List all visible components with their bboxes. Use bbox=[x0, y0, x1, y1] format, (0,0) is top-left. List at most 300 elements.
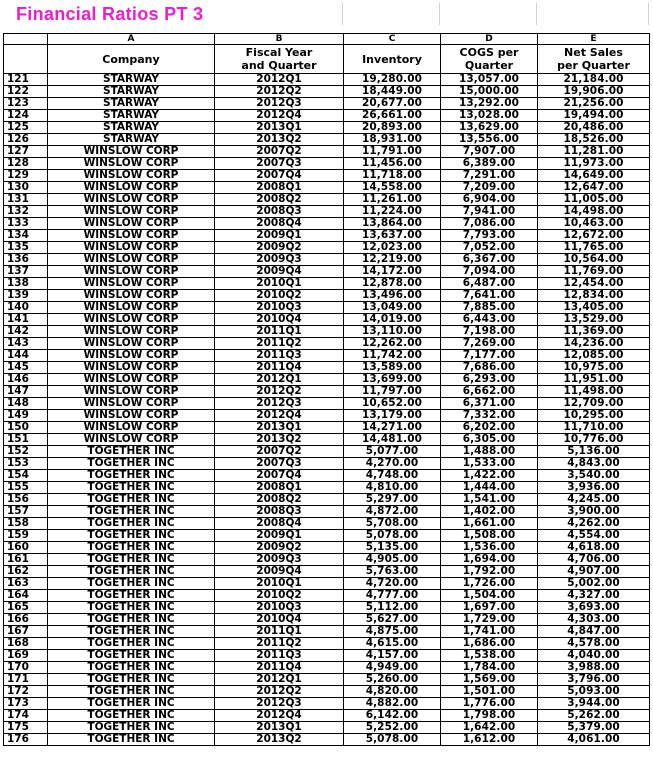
inventory-cell[interactable]: 5,297.00 bbox=[344, 494, 441, 506]
net-sales-cell[interactable]: 19,494.00 bbox=[538, 110, 650, 122]
row-number[interactable]: 149 bbox=[4, 410, 48, 422]
inventory-cell[interactable]: 12,262.00 bbox=[344, 338, 441, 350]
inventory-cell[interactable]: 5,252.00 bbox=[344, 722, 441, 734]
inventory-cell[interactable]: 11,224.00 bbox=[344, 206, 441, 218]
fiscal-quarter-cell[interactable]: 2009Q3 bbox=[215, 254, 344, 266]
company-cell[interactable]: WINSLOW CORP bbox=[48, 278, 215, 290]
cogs-cell[interactable]: 7,291.00 bbox=[441, 170, 538, 182]
inventory-cell[interactable]: 13,496.00 bbox=[344, 290, 441, 302]
cogs-cell[interactable]: 6,443.00 bbox=[441, 314, 538, 326]
company-cell[interactable]: WINSLOW CORP bbox=[48, 206, 215, 218]
row-number[interactable]: 158 bbox=[4, 518, 48, 530]
inventory-cell[interactable]: 13,589.00 bbox=[344, 362, 441, 374]
row-number[interactable]: 142 bbox=[4, 326, 48, 338]
company-cell[interactable]: TOGETHER INC bbox=[48, 554, 215, 566]
fiscal-quarter-cell[interactable]: 2008Q3 bbox=[215, 506, 344, 518]
company-cell[interactable]: TOGETHER INC bbox=[48, 542, 215, 554]
fiscal-quarter-cell[interactable]: 2012Q2 bbox=[215, 686, 344, 698]
cogs-cell[interactable]: 1,569.00 bbox=[441, 674, 538, 686]
net-sales-cell[interactable]: 4,578.00 bbox=[538, 638, 650, 650]
net-sales-cell[interactable]: 3,988.00 bbox=[538, 662, 650, 674]
row-number[interactable]: 129 bbox=[4, 170, 48, 182]
net-sales-cell[interactable]: 3,944.00 bbox=[538, 698, 650, 710]
net-sales-cell[interactable]: 14,649.00 bbox=[538, 170, 650, 182]
column-letter-a[interactable]: A bbox=[48, 34, 215, 45]
cogs-cell[interactable]: 1,538.00 bbox=[441, 650, 538, 662]
company-cell[interactable]: WINSLOW CORP bbox=[48, 266, 215, 278]
fiscal-quarter-cell[interactable]: 2013Q2 bbox=[215, 734, 344, 746]
net-sales-cell[interactable]: 5,379.00 bbox=[538, 722, 650, 734]
net-sales-cell[interactable]: 4,843.00 bbox=[538, 458, 650, 470]
fiscal-quarter-cell[interactable]: 2007Q4 bbox=[215, 170, 344, 182]
row-number[interactable]: 157 bbox=[4, 506, 48, 518]
inventory-cell[interactable]: 12,023.00 bbox=[344, 242, 441, 254]
row-number[interactable]: 126 bbox=[4, 134, 48, 146]
cogs-cell[interactable]: 1,741.00 bbox=[441, 626, 538, 638]
fiscal-quarter-cell[interactable]: 2009Q4 bbox=[215, 266, 344, 278]
inventory-cell[interactable]: 12,219.00 bbox=[344, 254, 441, 266]
cogs-cell[interactable]: 6,367.00 bbox=[441, 254, 538, 266]
fiscal-quarter-cell[interactable]: 2012Q3 bbox=[215, 698, 344, 710]
net-sales-cell[interactable]: 4,061.00 bbox=[538, 734, 650, 746]
cogs-cell[interactable]: 7,209.00 bbox=[441, 182, 538, 194]
inventory-cell[interactable]: 5,260.00 bbox=[344, 674, 441, 686]
fiscal-quarter-cell[interactable]: 2013Q2 bbox=[215, 134, 344, 146]
row-number[interactable]: 127 bbox=[4, 146, 48, 158]
inventory-cell[interactable]: 5,708.00 bbox=[344, 518, 441, 530]
cogs-cell[interactable]: 1,444.00 bbox=[441, 482, 538, 494]
inventory-cell[interactable]: 20,893.00 bbox=[344, 122, 441, 134]
fiscal-quarter-cell[interactable]: 2012Q1 bbox=[215, 674, 344, 686]
company-cell[interactable]: WINSLOW CORP bbox=[48, 398, 215, 410]
inventory-cell[interactable]: 14,019.00 bbox=[344, 314, 441, 326]
cogs-cell[interactable]: 1,402.00 bbox=[441, 506, 538, 518]
row-number[interactable]: 135 bbox=[4, 242, 48, 254]
inventory-cell[interactable]: 6,142.00 bbox=[344, 710, 441, 722]
row-number[interactable]: 164 bbox=[4, 590, 48, 602]
company-cell[interactable]: TOGETHER INC bbox=[48, 626, 215, 638]
cogs-cell[interactable]: 7,269.00 bbox=[441, 338, 538, 350]
net-sales-cell[interactable]: 21,184.00 bbox=[538, 74, 650, 86]
company-cell[interactable]: TOGETHER INC bbox=[48, 566, 215, 578]
row-number[interactable]: 145 bbox=[4, 362, 48, 374]
fiscal-quarter-cell[interactable]: 2009Q3 bbox=[215, 554, 344, 566]
net-sales-cell[interactable]: 12,647.00 bbox=[538, 182, 650, 194]
cogs-header[interactable] bbox=[441, 45, 538, 74]
column-letter-b[interactable]: B bbox=[215, 34, 344, 45]
inventory-header[interactable]: Inventory bbox=[344, 45, 441, 74]
fiscal-quarter-cell[interactable]: 2011Q3 bbox=[215, 650, 344, 662]
inventory-cell[interactable]: 10,652.00 bbox=[344, 398, 441, 410]
inventory-cell[interactable]: 19,280.00 bbox=[344, 74, 441, 86]
fiscal-quarter-cell[interactable]: 2010Q1 bbox=[215, 578, 344, 590]
column-letter-d[interactable]: D bbox=[441, 34, 538, 45]
fiscal-quarter-cell[interactable]: 2012Q4 bbox=[215, 710, 344, 722]
fiscal-quarter-cell[interactable]: 2008Q4 bbox=[215, 518, 344, 530]
row-number[interactable]: 154 bbox=[4, 470, 48, 482]
company-cell[interactable]: TOGETHER INC bbox=[48, 470, 215, 482]
fiscal-quarter-header[interactable] bbox=[215, 45, 344, 74]
cogs-cell[interactable]: 6,662.00 bbox=[441, 386, 538, 398]
cogs-cell[interactable]: 7,686.00 bbox=[441, 362, 538, 374]
inventory-cell[interactable]: 12,878.00 bbox=[344, 278, 441, 290]
row-number[interactable]: 172 bbox=[4, 686, 48, 698]
inventory-cell[interactable]: 18,931.00 bbox=[344, 134, 441, 146]
row-number[interactable]: 148 bbox=[4, 398, 48, 410]
net-sales-cell[interactable]: 11,973.00 bbox=[538, 158, 650, 170]
row-number[interactable]: 151 bbox=[4, 434, 48, 446]
row-number[interactable]: 123 bbox=[4, 98, 48, 110]
cogs-cell[interactable]: 1,686.00 bbox=[441, 638, 538, 650]
cogs-cell[interactable]: 15,000.00 bbox=[441, 86, 538, 98]
net-sales-cell[interactable]: 12,834.00 bbox=[538, 290, 650, 302]
net-sales-cell[interactable]: 4,262.00 bbox=[538, 518, 650, 530]
fiscal-quarter-cell[interactable]: 2008Q4 bbox=[215, 218, 344, 230]
net-sales-header[interactable] bbox=[538, 45, 650, 74]
row-number[interactable]: 153 bbox=[4, 458, 48, 470]
net-sales-cell[interactable]: 11,765.00 bbox=[538, 242, 650, 254]
net-sales-cell[interactable]: 4,245.00 bbox=[538, 494, 650, 506]
company-cell[interactable]: WINSLOW CORP bbox=[48, 158, 215, 170]
company-cell[interactable]: WINSLOW CORP bbox=[48, 434, 215, 446]
net-sales-cell[interactable]: 5,093.00 bbox=[538, 686, 650, 698]
fiscal-quarter-cell[interactable]: 2012Q2 bbox=[215, 86, 344, 98]
inventory-cell[interactable]: 13,699.00 bbox=[344, 374, 441, 386]
company-cell[interactable]: TOGETHER INC bbox=[48, 710, 215, 722]
inventory-cell[interactable]: 20,677.00 bbox=[344, 98, 441, 110]
row-number[interactable]: 137 bbox=[4, 266, 48, 278]
inventory-cell[interactable]: 11,261.00 bbox=[344, 194, 441, 206]
cogs-cell[interactable]: 6,904.00 bbox=[441, 194, 538, 206]
net-sales-cell[interactable]: 3,540.00 bbox=[538, 470, 650, 482]
fiscal-quarter-cell[interactable]: 2011Q2 bbox=[215, 338, 344, 350]
inventory-cell[interactable]: 4,748.00 bbox=[344, 470, 441, 482]
inventory-cell[interactable]: 4,810.00 bbox=[344, 482, 441, 494]
inventory-cell[interactable]: 5,627.00 bbox=[344, 614, 441, 626]
company-cell[interactable]: TOGETHER INC bbox=[48, 530, 215, 542]
cogs-cell[interactable]: 13,292.00 bbox=[441, 98, 538, 110]
inventory-cell[interactable]: 13,179.00 bbox=[344, 410, 441, 422]
row-number[interactable]: 122 bbox=[4, 86, 48, 98]
fiscal-quarter-cell[interactable]: 2007Q2 bbox=[215, 446, 344, 458]
net-sales-cell[interactable]: 4,847.00 bbox=[538, 626, 650, 638]
fiscal-quarter-cell[interactable]: 2007Q3 bbox=[215, 158, 344, 170]
net-sales-cell[interactable]: 5,136.00 bbox=[538, 446, 650, 458]
company-cell[interactable]: STARWAY bbox=[48, 134, 215, 146]
row-number[interactable]: 143 bbox=[4, 338, 48, 350]
company-cell[interactable]: TOGETHER INC bbox=[48, 590, 215, 602]
cogs-cell[interactable]: 7,941.00 bbox=[441, 206, 538, 218]
company-cell[interactable]: TOGETHER INC bbox=[48, 578, 215, 590]
inventory-cell[interactable]: 14,558.00 bbox=[344, 182, 441, 194]
row-number[interactable]: 167 bbox=[4, 626, 48, 638]
cogs-cell[interactable]: 1,798.00 bbox=[441, 710, 538, 722]
company-cell[interactable]: TOGETHER INC bbox=[48, 722, 215, 734]
inventory-cell[interactable]: 11,797.00 bbox=[344, 386, 441, 398]
inventory-cell[interactable]: 13,637.00 bbox=[344, 230, 441, 242]
net-sales-cell[interactable]: 11,498.00 bbox=[538, 386, 650, 398]
cogs-cell[interactable]: 1,501.00 bbox=[441, 686, 538, 698]
company-cell[interactable]: WINSLOW CORP bbox=[48, 182, 215, 194]
row-number[interactable]: 161 bbox=[4, 554, 48, 566]
row-number[interactable]: 131 bbox=[4, 194, 48, 206]
company-cell[interactable]: WINSLOW CORP bbox=[48, 194, 215, 206]
row-number[interactable]: 136 bbox=[4, 254, 48, 266]
row-number[interactable]: 152 bbox=[4, 446, 48, 458]
fiscal-quarter-cell[interactable]: 2012Q3 bbox=[215, 98, 344, 110]
cogs-cell[interactable]: 1,642.00 bbox=[441, 722, 538, 734]
row-number[interactable]: 141 bbox=[4, 314, 48, 326]
fiscal-quarter-cell[interactable]: 2008Q1 bbox=[215, 482, 344, 494]
net-sales-cell[interactable]: 3,936.00 bbox=[538, 482, 650, 494]
fiscal-quarter-cell[interactable]: 2011Q1 bbox=[215, 326, 344, 338]
row-number[interactable]: 121 bbox=[4, 74, 48, 86]
cogs-cell[interactable]: 6,371.00 bbox=[441, 398, 538, 410]
net-sales-cell[interactable]: 13,529.00 bbox=[538, 314, 650, 326]
net-sales-cell[interactable]: 4,706.00 bbox=[538, 554, 650, 566]
company-cell[interactable]: WINSLOW CORP bbox=[48, 350, 215, 362]
inventory-cell[interactable]: 4,872.00 bbox=[344, 506, 441, 518]
inventory-cell[interactable]: 4,777.00 bbox=[344, 590, 441, 602]
row-number[interactable]: 165 bbox=[4, 602, 48, 614]
cogs-cell[interactable]: 7,177.00 bbox=[441, 350, 538, 362]
row-number[interactable]: 146 bbox=[4, 374, 48, 386]
net-sales-cell[interactable]: 4,907.00 bbox=[538, 566, 650, 578]
fiscal-quarter-cell[interactable]: 2008Q2 bbox=[215, 194, 344, 206]
cogs-cell[interactable]: 6,487.00 bbox=[441, 278, 538, 290]
fiscal-quarter-cell[interactable]: 2012Q2 bbox=[215, 386, 344, 398]
company-cell[interactable]: WINSLOW CORP bbox=[48, 314, 215, 326]
cogs-cell[interactable]: 13,629.00 bbox=[441, 122, 538, 134]
cogs-cell[interactable]: 7,907.00 bbox=[441, 146, 538, 158]
fiscal-quarter-cell[interactable]: 2011Q4 bbox=[215, 662, 344, 674]
fiscal-quarter-cell[interactable]: 2013Q1 bbox=[215, 122, 344, 134]
row-number[interactable]: 163 bbox=[4, 578, 48, 590]
row-number[interactable]: 139 bbox=[4, 290, 48, 302]
row-number[interactable]: 138 bbox=[4, 278, 48, 290]
net-sales-cell[interactable]: 4,040.00 bbox=[538, 650, 650, 662]
inventory-cell[interactable]: 11,718.00 bbox=[344, 170, 441, 182]
fiscal-quarter-cell[interactable]: 2009Q1 bbox=[215, 530, 344, 542]
company-cell[interactable]: STARWAY bbox=[48, 98, 215, 110]
company-cell[interactable]: STARWAY bbox=[48, 110, 215, 122]
cogs-cell[interactable]: 1,536.00 bbox=[441, 542, 538, 554]
cogs-cell[interactable]: 1,697.00 bbox=[441, 602, 538, 614]
inventory-cell[interactable]: 4,949.00 bbox=[344, 662, 441, 674]
company-cell[interactable]: TOGETHER INC bbox=[48, 614, 215, 626]
net-sales-cell[interactable]: 12,672.00 bbox=[538, 230, 650, 242]
net-sales-cell[interactable]: 12,454.00 bbox=[538, 278, 650, 290]
row-number[interactable]: 150 bbox=[4, 422, 48, 434]
fiscal-quarter-cell[interactable]: 2012Q4 bbox=[215, 110, 344, 122]
inventory-cell[interactable]: 4,157.00 bbox=[344, 650, 441, 662]
inventory-cell[interactable]: 11,791.00 bbox=[344, 146, 441, 158]
company-cell[interactable]: WINSLOW CORP bbox=[48, 386, 215, 398]
company-cell[interactable]: WINSLOW CORP bbox=[48, 374, 215, 386]
row-number[interactable]: 155 bbox=[4, 482, 48, 494]
fiscal-quarter-cell[interactable]: 2012Q4 bbox=[215, 410, 344, 422]
company-cell[interactable]: TOGETHER INC bbox=[48, 650, 215, 662]
company-cell[interactable]: STARWAY bbox=[48, 86, 215, 98]
net-sales-cell[interactable]: 4,327.00 bbox=[538, 590, 650, 602]
cogs-cell[interactable]: 6,293.00 bbox=[441, 374, 538, 386]
row-number[interactable]: 140 bbox=[4, 302, 48, 314]
net-sales-cell[interactable]: 12,709.00 bbox=[538, 398, 650, 410]
fiscal-quarter-cell[interactable]: 2011Q1 bbox=[215, 626, 344, 638]
column-letter-e[interactable]: E bbox=[538, 34, 650, 45]
row-number[interactable]: 171 bbox=[4, 674, 48, 686]
net-sales-cell[interactable]: 11,769.00 bbox=[538, 266, 650, 278]
row-number[interactable]: 176 bbox=[4, 734, 48, 746]
inventory-cell[interactable]: 14,271.00 bbox=[344, 422, 441, 434]
row-number[interactable]: 170 bbox=[4, 662, 48, 674]
cogs-cell[interactable]: 1,726.00 bbox=[441, 578, 538, 590]
cogs-cell[interactable]: 7,332.00 bbox=[441, 410, 538, 422]
row-number[interactable]: 134 bbox=[4, 230, 48, 242]
company-cell[interactable]: WINSLOW CORP bbox=[48, 422, 215, 434]
cogs-cell[interactable]: 6,389.00 bbox=[441, 158, 538, 170]
company-cell[interactable]: TOGETHER INC bbox=[48, 482, 215, 494]
inventory-cell[interactable]: 13,864.00 bbox=[344, 218, 441, 230]
row-number[interactable]: 156 bbox=[4, 494, 48, 506]
company-cell[interactable]: TOGETHER INC bbox=[48, 674, 215, 686]
fiscal-quarter-cell[interactable]: 2008Q1 bbox=[215, 182, 344, 194]
fiscal-quarter-cell[interactable]: 2013Q1 bbox=[215, 722, 344, 734]
company-cell[interactable]: WINSLOW CORP bbox=[48, 170, 215, 182]
cogs-cell[interactable]: 7,094.00 bbox=[441, 266, 538, 278]
net-sales-cell[interactable]: 18,526.00 bbox=[538, 134, 650, 146]
inventory-cell[interactable]: 11,742.00 bbox=[344, 350, 441, 362]
fiscal-quarter-cell[interactable]: 2009Q1 bbox=[215, 230, 344, 242]
net-sales-cell[interactable]: 19,906.00 bbox=[538, 86, 650, 98]
inventory-cell[interactable]: 4,720.00 bbox=[344, 578, 441, 590]
row-number[interactable]: 133 bbox=[4, 218, 48, 230]
company-cell[interactable]: WINSLOW CORP bbox=[48, 146, 215, 158]
inventory-cell[interactable]: 4,882.00 bbox=[344, 698, 441, 710]
fiscal-quarter-cell[interactable]: 2010Q3 bbox=[215, 602, 344, 614]
company-cell[interactable]: TOGETHER INC bbox=[48, 686, 215, 698]
net-sales-cell[interactable]: 3,693.00 bbox=[538, 602, 650, 614]
row-number[interactable]: 130 bbox=[4, 182, 48, 194]
inventory-cell[interactable]: 5,112.00 bbox=[344, 602, 441, 614]
cogs-cell[interactable]: 1,541.00 bbox=[441, 494, 538, 506]
fiscal-quarter-cell[interactable]: 2010Q4 bbox=[215, 614, 344, 626]
fiscal-quarter-cell[interactable]: 2012Q1 bbox=[215, 374, 344, 386]
net-sales-cell[interactable]: 5,002.00 bbox=[538, 578, 650, 590]
net-sales-cell[interactable]: 14,236.00 bbox=[538, 338, 650, 350]
inventory-cell[interactable]: 14,481.00 bbox=[344, 434, 441, 446]
fiscal-quarter-cell[interactable]: 2010Q1 bbox=[215, 278, 344, 290]
cogs-cell[interactable]: 1,508.00 bbox=[441, 530, 538, 542]
fiscal-quarter-cell[interactable]: 2009Q4 bbox=[215, 566, 344, 578]
net-sales-cell[interactable]: 4,303.00 bbox=[538, 614, 650, 626]
cogs-cell[interactable]: 1,784.00 bbox=[441, 662, 538, 674]
company-cell[interactable]: TOGETHER INC bbox=[48, 446, 215, 458]
cogs-cell[interactable]: 13,028.00 bbox=[441, 110, 538, 122]
net-sales-cell[interactable]: 20,486.00 bbox=[538, 122, 650, 134]
row-number[interactable]: 169 bbox=[4, 650, 48, 662]
fiscal-quarter-cell[interactable]: 2011Q2 bbox=[215, 638, 344, 650]
fiscal-quarter-cell[interactable]: 2009Q2 bbox=[215, 242, 344, 254]
fiscal-quarter-cell[interactable]: 2012Q1 bbox=[215, 74, 344, 86]
fiscal-quarter-cell[interactable]: 2007Q4 bbox=[215, 470, 344, 482]
row-number[interactable]: 175 bbox=[4, 722, 48, 734]
inventory-cell[interactable]: 5,077.00 bbox=[344, 446, 441, 458]
company-cell[interactable]: TOGETHER INC bbox=[48, 662, 215, 674]
company-cell[interactable]: WINSLOW CORP bbox=[48, 338, 215, 350]
cogs-cell[interactable]: 1,422.00 bbox=[441, 470, 538, 482]
company-cell[interactable]: TOGETHER INC bbox=[48, 734, 215, 746]
fiscal-quarter-cell[interactable]: 2010Q4 bbox=[215, 314, 344, 326]
net-sales-cell[interactable]: 10,776.00 bbox=[538, 434, 650, 446]
net-sales-cell[interactable]: 3,796.00 bbox=[538, 674, 650, 686]
company-cell[interactable]: WINSLOW CORP bbox=[48, 362, 215, 374]
inventory-cell[interactable]: 4,270.00 bbox=[344, 458, 441, 470]
inventory-cell[interactable]: 4,905.00 bbox=[344, 554, 441, 566]
inventory-cell[interactable]: 5,078.00 bbox=[344, 530, 441, 542]
fiscal-quarter-cell[interactable]: 2007Q3 bbox=[215, 458, 344, 470]
net-sales-cell[interactable]: 21,256.00 bbox=[538, 98, 650, 110]
cogs-cell[interactable]: 7,086.00 bbox=[441, 218, 538, 230]
company-cell[interactable]: TOGETHER INC bbox=[48, 602, 215, 614]
cogs-cell[interactable]: 1,488.00 bbox=[441, 446, 538, 458]
fiscal-quarter-cell[interactable]: 2012Q3 bbox=[215, 398, 344, 410]
row-number[interactable]: 128 bbox=[4, 158, 48, 170]
fiscal-quarter-cell[interactable]: 2009Q2 bbox=[215, 542, 344, 554]
company-cell[interactable]: STARWAY bbox=[48, 122, 215, 134]
net-sales-cell[interactable]: 10,295.00 bbox=[538, 410, 650, 422]
inventory-cell[interactable]: 26,661.00 bbox=[344, 110, 441, 122]
cogs-cell[interactable]: 1,661.00 bbox=[441, 518, 538, 530]
company-cell[interactable]: TOGETHER INC bbox=[48, 518, 215, 530]
fiscal-quarter-cell[interactable]: 2010Q2 bbox=[215, 590, 344, 602]
company-cell[interactable]: WINSLOW CORP bbox=[48, 326, 215, 338]
cogs-cell[interactable]: 1,612.00 bbox=[441, 734, 538, 746]
row-number[interactable]: 124 bbox=[4, 110, 48, 122]
cogs-cell[interactable]: 7,641.00 bbox=[441, 290, 538, 302]
net-sales-cell[interactable]: 14,498.00 bbox=[538, 206, 650, 218]
fiscal-quarter-cell[interactable]: 2013Q2 bbox=[215, 434, 344, 446]
row-number[interactable]: 160 bbox=[4, 542, 48, 554]
net-sales-cell[interactable]: 10,463.00 bbox=[538, 218, 650, 230]
inventory-cell[interactable]: 11,456.00 bbox=[344, 158, 441, 170]
net-sales-cell[interactable]: 11,951.00 bbox=[538, 374, 650, 386]
cogs-cell[interactable]: 7,793.00 bbox=[441, 230, 538, 242]
cogs-cell[interactable]: 1,776.00 bbox=[441, 698, 538, 710]
net-sales-cell[interactable]: 11,005.00 bbox=[538, 194, 650, 206]
cogs-cell[interactable]: 6,202.00 bbox=[441, 422, 538, 434]
fiscal-quarter-cell[interactable]: 2008Q2 bbox=[215, 494, 344, 506]
inventory-cell[interactable]: 4,820.00 bbox=[344, 686, 441, 698]
cogs-cell[interactable]: 6,305.00 bbox=[441, 434, 538, 446]
row-number[interactable]: 147 bbox=[4, 386, 48, 398]
net-sales-cell[interactable]: 13,405.00 bbox=[538, 302, 650, 314]
net-sales-cell[interactable]: 4,554.00 bbox=[538, 530, 650, 542]
company-cell[interactable]: TOGETHER INC bbox=[48, 506, 215, 518]
company-cell[interactable]: WINSLOW CORP bbox=[48, 290, 215, 302]
net-sales-cell[interactable]: 10,975.00 bbox=[538, 362, 650, 374]
column-letter-c[interactable]: C bbox=[344, 34, 441, 45]
fiscal-quarter-cell[interactable]: 2013Q1 bbox=[215, 422, 344, 434]
company-cell[interactable]: TOGETHER INC bbox=[48, 638, 215, 650]
cogs-cell[interactable]: 7,885.00 bbox=[441, 302, 538, 314]
fiscal-quarter-cell[interactable]: 2010Q3 bbox=[215, 302, 344, 314]
inventory-cell[interactable]: 14,172.00 bbox=[344, 266, 441, 278]
net-sales-cell[interactable]: 5,262.00 bbox=[538, 710, 650, 722]
inventory-cell[interactable]: 5,078.00 bbox=[344, 734, 441, 746]
net-sales-cell[interactable]: 11,281.00 bbox=[538, 146, 650, 158]
net-sales-cell[interactable]: 11,369.00 bbox=[538, 326, 650, 338]
